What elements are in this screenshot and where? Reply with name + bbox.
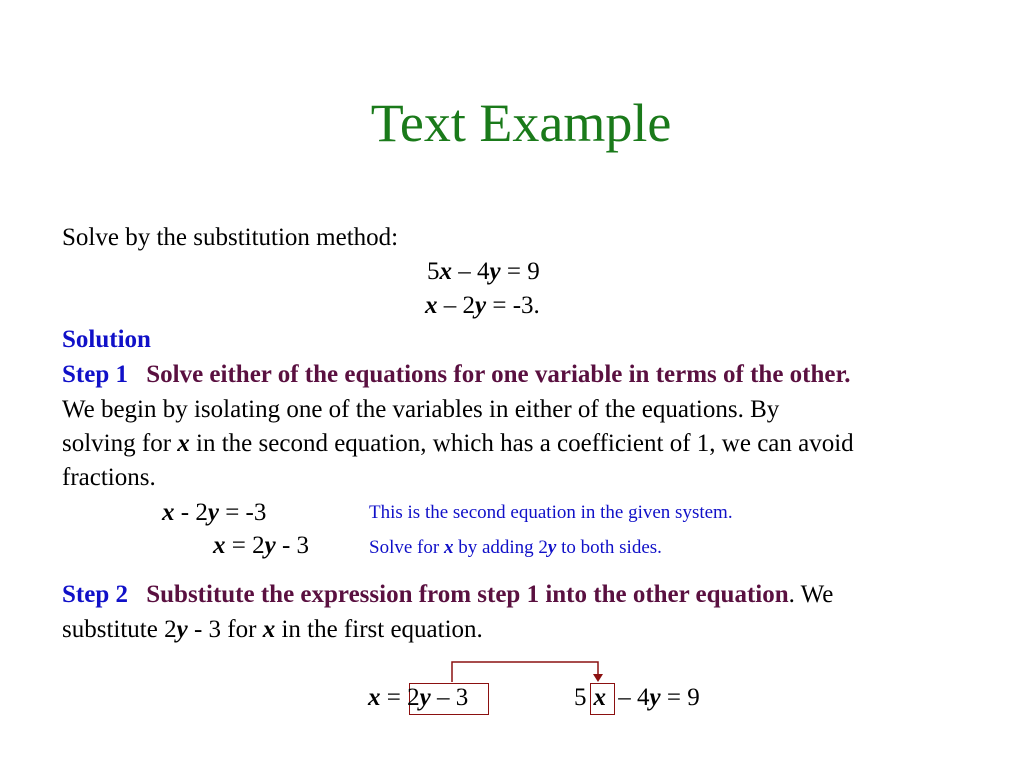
eq1-rhs: = 9 [500,258,540,285]
diagram-expr-y: y [419,684,431,711]
diagram-left-x: x [368,684,381,711]
step1-body-line3: fractions. [62,464,156,491]
diagram-right-y: y [649,684,661,711]
step1-body-x: x [177,430,190,457]
work2-mid: = 2 [225,532,265,559]
work2-rhs: - 3 [275,532,310,559]
step2-tail: . We [788,581,834,608]
intro-text: Solve by the substitution method: [62,224,399,251]
step2-line2-a: substitute 2 [62,616,177,643]
work2-x: x [213,532,226,559]
note2-c: to both sides. [556,537,662,558]
step2-label: Step 2 [62,581,128,608]
eq2-minus: – 2 [437,292,475,319]
diagram-expr-b: – 3 [430,684,469,711]
note2-a: Solve for [369,537,444,558]
eq1-x: x [439,258,452,285]
note2-x: x [443,537,454,558]
diagram-right-equation [574,684,700,712]
work1-y: y [207,499,219,526]
step2-line2-x: x [262,616,276,643]
diagram-right-rhs: = 9 [660,684,700,711]
eq1-minus: – 4 [452,258,490,285]
diagram-left-eq: = [380,684,408,711]
eq2-rhs: = -3. [486,292,540,319]
diagram-right-x: x [593,684,606,711]
step1-label: Step 1 [62,361,128,388]
work1-x: x [162,499,175,526]
step1-heading: Solve either of the equations for one variable in terms of the other. [146,361,851,388]
eq1-y: y [489,258,501,285]
diagram-expr-a: 2 [407,684,420,711]
step1-body-text-b: in the second equation, which has a coefficient of 1, we can avoid [189,430,854,457]
step2-line2-b: - 3 for [187,616,263,643]
work2-y: y [264,532,276,559]
slide-title: Text Example [370,93,672,153]
step1-body-text-a: solving for [62,430,178,457]
eq1-coef: 5 [427,258,440,285]
work1-mid: - 2 [174,499,208,526]
step2-line2-c: in the first equation. [275,616,483,643]
diagram-left-equation [368,684,468,712]
eq2-y: y [475,292,487,319]
step1-body-line1: We begin by isolating one of the variables in either of the equations. By [62,396,780,423]
note2-y: y [547,537,557,558]
solution-label: Solution [62,326,151,353]
diagram-right-mid: – 4 [612,684,650,711]
step2-heading: Substitute the expression from step 1 into the other equation [146,581,789,608]
note2-b: by adding 2 [453,537,548,558]
step2-line2-y: y [176,616,188,643]
work1-rhs: = -3 [218,499,267,526]
eq2-x: x [425,292,438,319]
diagram-right-coef: 5 [574,684,587,711]
work-note-1: This is the second equation in the given system. [369,502,733,523]
